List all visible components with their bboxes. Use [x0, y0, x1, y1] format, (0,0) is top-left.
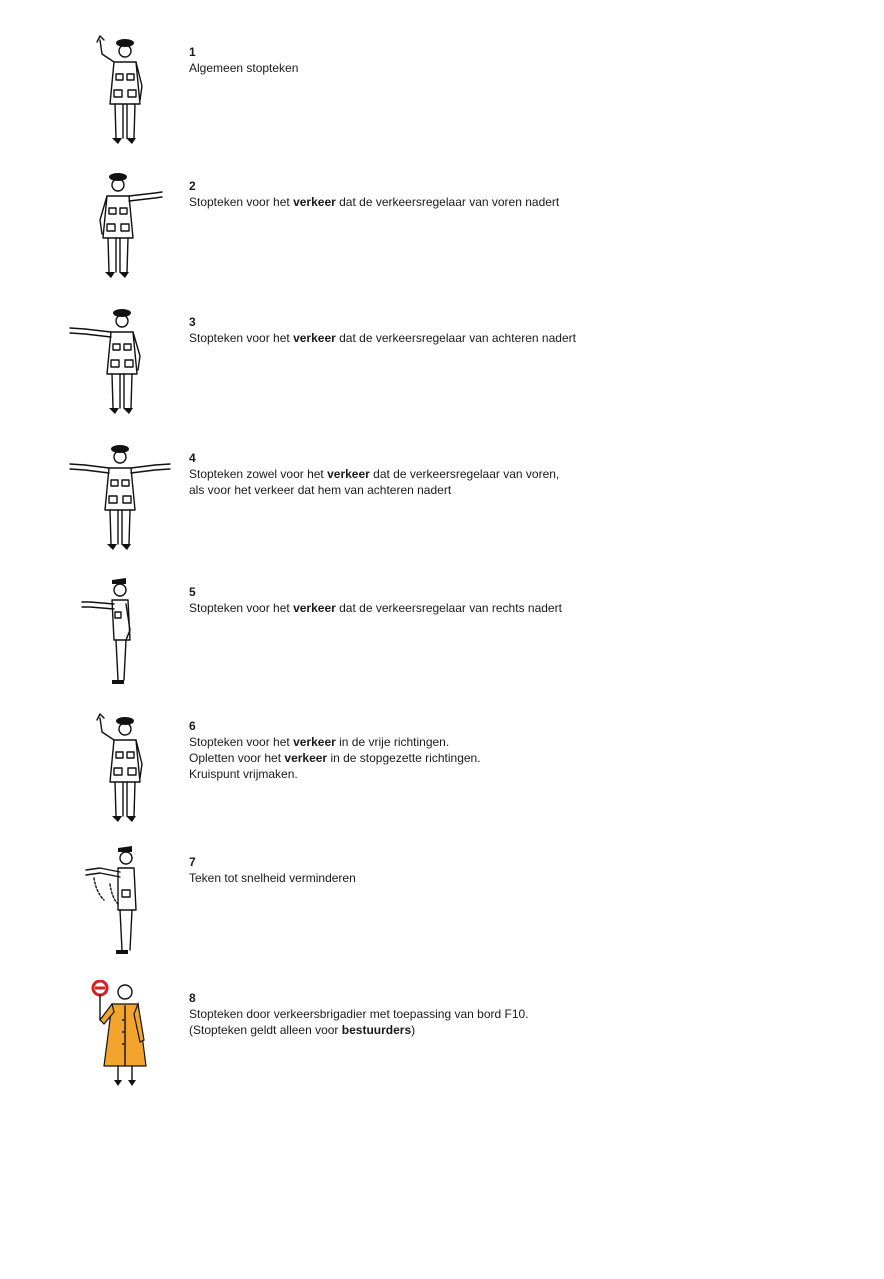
- officer-arm-right-icon: [60, 304, 180, 424]
- signal-description-line: (Stopteken geldt alleen voor bestuurders): [189, 1023, 416, 1037]
- officer-arms-spread-icon: [60, 440, 180, 560]
- signal-text: [189, 990, 529, 1038]
- signal-description-line: Stopteken voor het verkeer dat de verkeersregelaar van rechts nadert: [189, 601, 562, 615]
- signal-number: 6: [189, 719, 196, 733]
- signal-number: 4: [189, 451, 196, 465]
- signal-description-line: Stopteken voor het verkeer in de vrije richtingen.: [189, 735, 450, 749]
- signal-text: [189, 584, 562, 616]
- signal-description-line: Opletten voor het verkeer in de stopgezette richtingen.: [189, 751, 481, 765]
- signal-description-line: Stopteken door verkeersbrigadier met toepassing van bord F10.: [189, 1007, 529, 1021]
- signal-description-line: Stopteken zowel voor het verkeer dat de verkeersregelaar van voren,: [189, 467, 560, 481]
- officer-arm-raised-icon: [60, 34, 180, 154]
- signal-description-line: als voor het verkeer dat hem van achteren nadert: [189, 483, 452, 497]
- signal-text: [189, 178, 559, 210]
- officer-arm-left-icon: [60, 168, 180, 288]
- signal-description-line: Kruispunt vrijmaken.: [189, 767, 298, 781]
- signal-number: 5: [189, 585, 196, 599]
- crossing-guard-f10-sign-icon: [60, 980, 180, 1100]
- signal-number: 8: [189, 991, 196, 1005]
- signal-number: 3: [189, 315, 196, 329]
- signal-number: 2: [189, 179, 196, 193]
- signal-text: [189, 854, 356, 886]
- signal-text: [189, 314, 576, 346]
- signal-description-line: Stopteken voor het verkeer dat de verkeersregelaar van achteren nadert: [189, 331, 576, 345]
- signal-number: 1: [189, 45, 196, 59]
- signal-description-line: Teken tot snelheid verminderen: [189, 871, 356, 885]
- officer-arm-raised-icon: [60, 708, 180, 828]
- signal-text: [189, 718, 481, 782]
- signal-description-line: Stopteken voor het verkeer dat de verkeersregelaar van voren nadert: [189, 195, 560, 209]
- signal-number: 7: [189, 855, 196, 869]
- signal-description-line: Algemeen stopteken: [189, 61, 299, 75]
- officer-side-arm-extended-icon: [60, 574, 180, 694]
- officer-slow-down-gesture-icon: [60, 844, 180, 964]
- signal-text: [189, 450, 559, 498]
- signal-text: [189, 44, 298, 76]
